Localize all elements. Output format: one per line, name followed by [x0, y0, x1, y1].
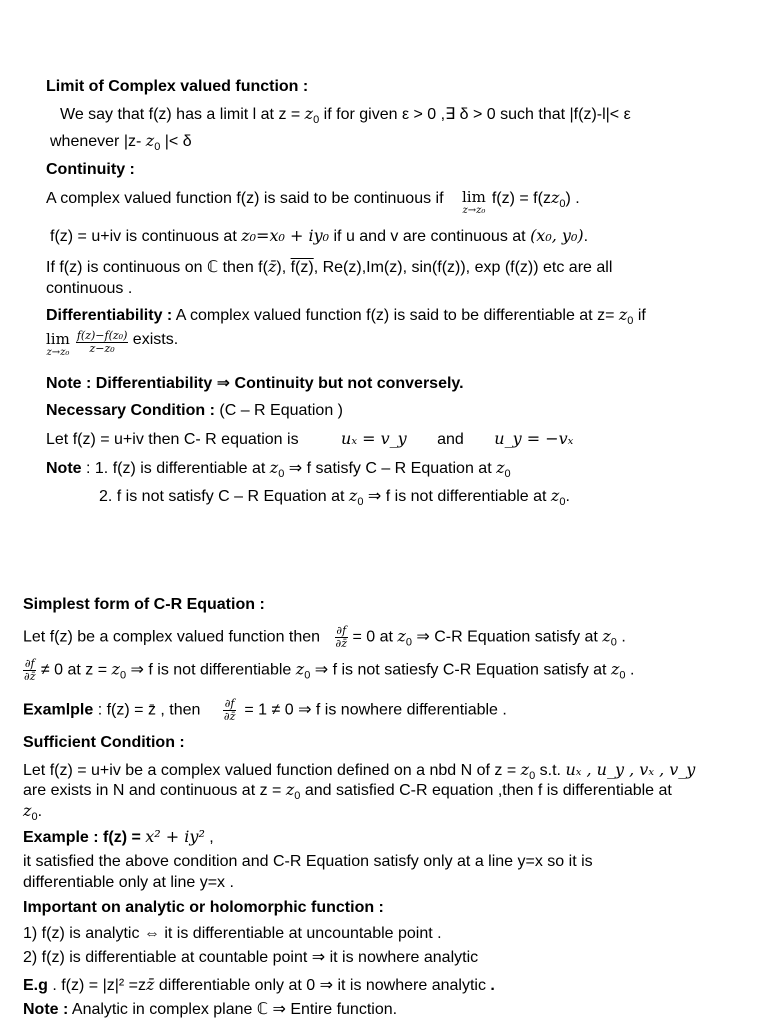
- simplest-example: Examlple : f(z) = z̄ , then $\frac{\partial f}{\partial z̄}$ = 1 ≠ 0 ⇒ f is nowhere differentiable .: [23, 697, 507, 723]
- analytic-example: E.g . f(z) = |z|² =zz̄ differentiable only at 0 ⇒ it is nowhere analytic .: [23, 975, 495, 994]
- analytic-note: Note : Analytic in complex plane ℂ ⇒ Entire function.: [23, 1001, 398, 1018]
- limit-operator: lim z→z₀: [462, 188, 486, 216]
- partial-f-zbar: $\frac{\partial f}{\partial z̄}$: [24, 657, 36, 683]
- note-cr-line1: Note : 1. f(z) is differentiable at $z_0$ ⇒ f satisfy C – R Equation at $z_0$: [46, 458, 511, 480]
- continuity-examples-line1: If f(z) is continuous on ℂ then f(z̄), f(z), Re(z),Im(z), sin(f(z)), exp (f(z)) etc are all: [46, 257, 613, 276]
- partial-f-zbar: $\frac{\partial f}{\partial z̄}$: [335, 624, 347, 650]
- continuity-definition: A complex valued function f(z) is said to be continuous if lim z→z₀ $f(z) = f(zz_0)$ .: [46, 188, 580, 216]
- difference-quotient: $\frac{\text{f(z)−f(z₀)}}{\text{z−z₀}}$: [76, 329, 128, 355]
- continuity-uv-line: f(z) = u+iv is continuous at z₀=x₀ + iy₀ if u and v are continuous at (x₀, y₀).: [50, 226, 589, 245]
- continuity-heading: Continuity :: [46, 161, 135, 178]
- differentiability-definition: Differentiability : A complex valued function f(z) is said to be differentiable at $z= z_0$ if: [46, 305, 646, 327]
- analytic-heading: Important on analytic or holomorphic function :: [23, 899, 384, 916]
- analytic-item-1: 1) f(z) is analytic ⇔ it is differentiable at uncountable point .: [23, 925, 442, 942]
- sufficient-example-line1: it satisfied the above condition and C-R Equation satisfy only at a line y=x so it is: [23, 853, 593, 870]
- note-differentiability-continuity: Note : Differentiability ⇒ Continuity but not conversely.: [46, 375, 464, 392]
- sufficient-example: Example : f(z) = x² + iy² ,: [23, 827, 214, 846]
- limit-definition-line1: We say that f(z) has a limit l at $z = z_0$ if for given ε > 0 ,∃ δ > 0 such that |f(z)-l|< ε: [60, 104, 631, 126]
- sufficient-condition-line3: $z_0$.: [23, 801, 43, 823]
- analytic-item-2: 2) f(z) is differentiable at countable point ⇒ it is nowhere analytic: [23, 949, 479, 966]
- simplest-form-line1: Let f(z) be a complex valued function then $\frac{\partial f}{\partial z̄}$ = 0 at $z_0$ ⇒ C-R Equation satisfy at $z_0$ .: [23, 624, 626, 650]
- sufficient-condition-line1: Let f(z) = u+iv be a complex valued function defined on a nbd N of $z = z_0$ s.t. uₓ , u_y , vₓ , v_y: [23, 760, 696, 782]
- limit-heading: Limit of Complex valued function :: [46, 78, 309, 95]
- simplest-form-line2: $\frac{\partial f}{\partial z̄}$ ≠ 0 at $z = z_0$ ⇒ f is not differentiable $z_0$ ⇒ f is not satiesfy C-R Equation satisfy at $z_0$ .: [24, 657, 635, 683]
- sufficient-example-line2: differentiable only at line y=x .: [23, 874, 234, 891]
- simplest-form-heading: Simplest form of C-R Equation :: [23, 596, 265, 613]
- differentiability-limit: lim z→z₀ $\frac{\text{f(z)−f(z₀)}}{\text{z−z₀}}$ exists.: [46, 329, 179, 358]
- partial-f-zbar: $\frac{\partial f}{\partial z̄}$: [223, 697, 236, 723]
- continuity-examples-line2: continuous .: [46, 280, 133, 297]
- cr-equation-line: Let f(z) = u+iv then C- R equation is uₓ = v_y and u_y = −vₓ: [46, 429, 574, 448]
- limit-operator: lim z→z₀: [46, 330, 70, 358]
- necessary-condition: Necessary Condition : (C – R Equation ): [46, 402, 343, 419]
- limit-definition-line2: whenever |z- $z_0$ |< δ: [50, 131, 192, 153]
- sufficient-condition-heading: Sufficient Condition :: [23, 734, 185, 751]
- note-cr-line2: 2. f is not satisfy C – R Equation at $z_0$ ⇒ f is not differentiable at $z_0$.: [99, 486, 570, 508]
- sufficient-condition-line2: are exists in N and continuous at $z = z_0$ and satisfied C-R equation ,then f is differentiable at: [23, 780, 672, 802]
